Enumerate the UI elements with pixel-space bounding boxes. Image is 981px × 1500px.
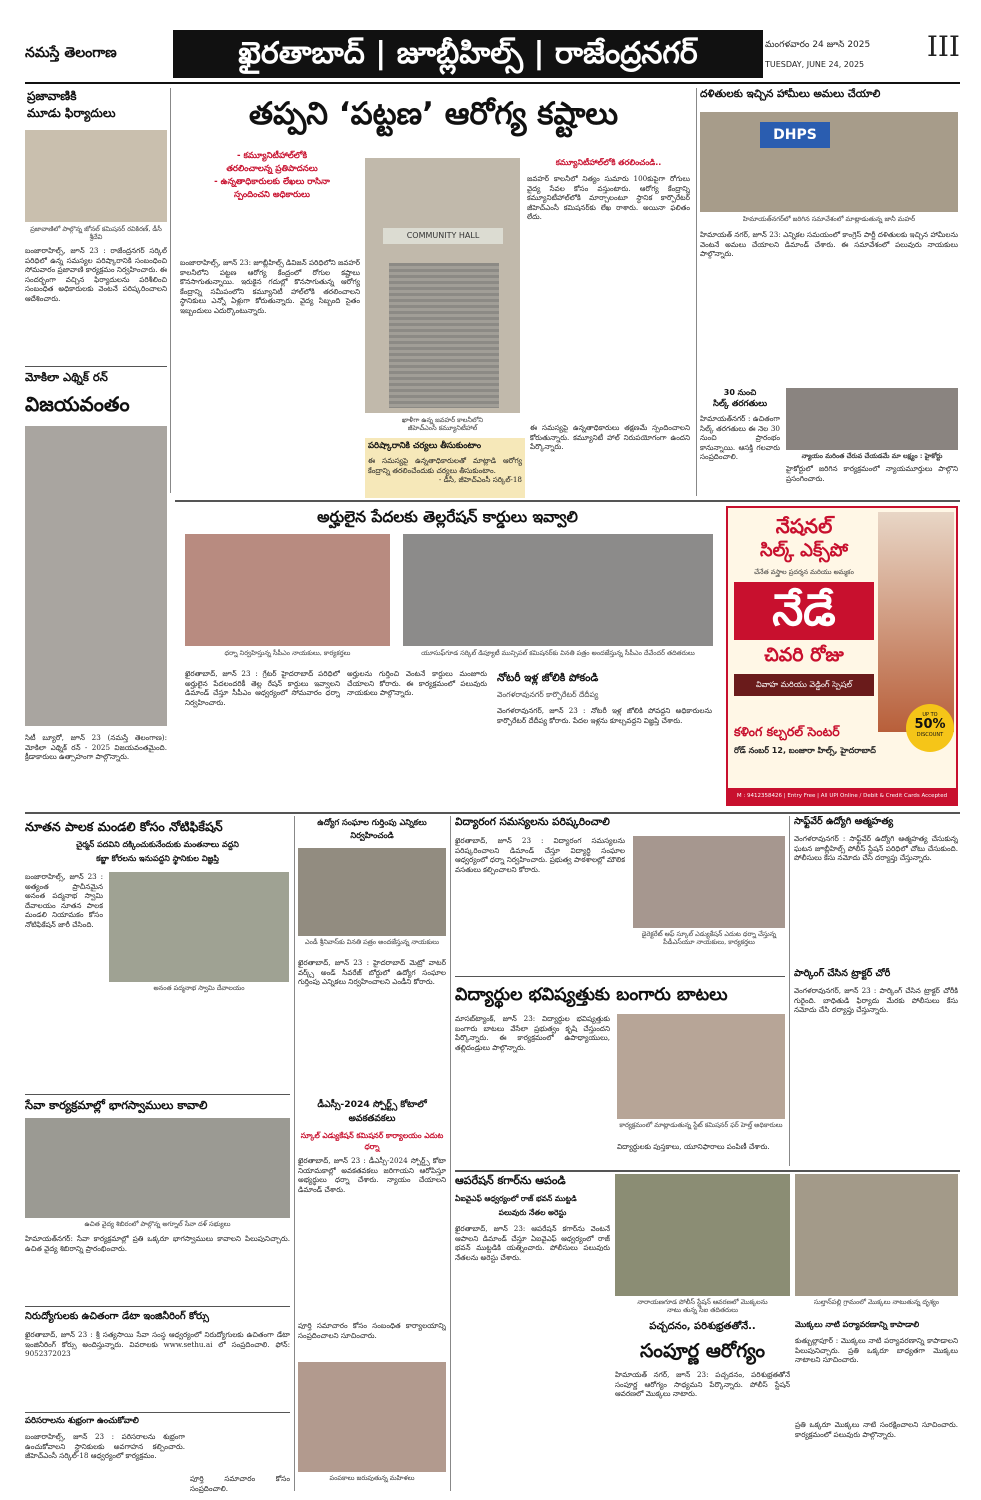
headline-ration-cards: అర్హులైన పేదలకు తెల్లరేషన్ కార్డులు ఇవ్వాలి [317,508,578,526]
caption-students-event: కార్యక్రమంలో మాట్లాడుతున్న స్టేట్ కమిషనర్ ఫర్ హెల్త్ అధికారులు [619,1121,783,1129]
article-notary: వెంగళరావునగర్, జూన్ 23 : నోటరీ ఇళ్ల జోలికి పోవద్దని అధికారులను కార్పొరేటర్ దేదీప్య కోరారు. పేదల ఇళ్లను కూల్చవద్దని విజ్ఞప్తి చేశారు. [497,706,712,725]
headline-vijayavantham: విజయవంతం [25,392,130,416]
article-seva: హిమాయత్‌నగర్: సేవా కార్యక్రమాల్లో ప్రతి ఒక్కరూ భాగస్వాములు కావాలని పిలుపునిచ్చారు. ఉచిత వైద్య శిబిరాన్ని ప్రారంభించారు. [25,1234,290,1253]
headline-complete-health: సంపూర్ణ ఆరోగ్యం [639,1340,766,1362]
headline-prajavani: ప్రజావాణికి మూడు ఫిర్యాదులు [27,89,116,120]
article-prajavani: బంజారాహిల్స్, జూన్ 23 : రాజేంద్రనగర్ సర్కిల్ పరిధిలో ఉన్న సమస్యల పరిష్కారానికి సంబంధించి సోమవారం ప్రజావాణి కార్యక్రమం నిర్వహించారు. ఈ సందర్భంగా వచ్చిన ఫిర్యాదులను పరిశీలించి సంబంధిత అధికారులకు వెంటనే పరిష్కరించాలని ఆదేశించారు. [25,246,167,303]
ad-model-photo [878,512,954,732]
date-telugu: మంగళవారం 24 జూన్ 2025 [765,40,871,50]
headline-dalit-promises: దళితులకు ఇచ్చిన హామీలు అమలు చేయాలి [700,88,881,100]
ad-title-national: నేషనల్ [775,514,833,538]
caption-dhps: హిమాయత్‌నగర్‌లో జరిగిన సమావేశంలో మాట్లాడుతున్న జానీ మహర్ [742,215,916,223]
headline-union-elections: ఉద్యోగ సంఘాల గుర్తింపు ఎన్నికలు నిర్వహించండి [317,817,427,840]
article-union-elections: ఖైరతాబాద్, జూన్ 23 : హైదరాబాద్ మెట్రో వాటర్ వర్క్స్ అండ్ సీవరేజ్ బోర్డులో ఉద్యోగ సంఘాల గుర్తింపు ఎన్నికలు నిర్వహించాలని ఎండీని కోరారు. [298,958,446,987]
bottom-stories [455,1174,960,1494]
lead-sidebar-box: పరిష్కారానికి చర్యలు తీసుకుంటాం ఈ సమస్యపై ఉన్నతాధికారులతో మాట్లాడి ఆరోగ్య కేంద్రాన్ని తరలించేందుకు చర్యలు తీసుకుంటాం. - డీసీ, జీహెచ్‌ఎంసీ సర్కిల్-18 [365,438,525,498]
caption-police-planting: నారాయణగూడ పోలీస్ స్టేషన్ ఆవరణలో మొక్కలను నాటు తున్న సీఐ తదితరులు [637,1298,768,1314]
article-operation-kagar: ఖైరతాబాద్, జూన్ 23: ఆపరేషన్ కగార్‌ను వెంటనే ఆపాలని డిమాండ్ చేస్తూ ఏఐవైఎఫ్ ఆధ్వర్యంలో రాజ్ భవన్ ముట్టడికి యత్నించారు. పోలీసులు పలువురు నేతలను అరెస్టు చేశారు. [455,1224,610,1262]
article-center-footer: పూర్తి సమాచారం కోసం సంబంధిత కార్యాలయాన్ని సంప్రదించాలని సూచించారు. [298,1321,446,1340]
subhead-kagar-2: పలువురు నేతల అరెస్టు [498,1208,567,1217]
caption-high-court: న్యాయం మరింత చేరువ చేయడమే మా లక్ష్యం : హైకోర్టు [801,452,943,460]
subhead-temple-1: చైర్మన్ పదవిని దక్కించుకునేందుకు మంతనాలు వద్దని [76,840,239,849]
photo-seva-camp [25,1118,290,1218]
lead-story [175,88,692,498]
article-students-future: మాసబ్‌ట్యాంక్, జూన్ 23: విద్యార్థుల భవిష్యత్తుకు బంగారు బాటలు వేసేలా ప్రభుత్వం కృషి చేస్తుందని పేర్కొన్నారు. ఈ కార్యక్రమంలో ఉపాధ్యాయులు, తల్లిదండ్రులు పాల్గొన్నారు. [455,1014,610,1052]
article-students-extra: విద్యార్థులకు పుస్తకాలు, యూనిఫారాలు పంపిణీ చేశారు. [617,1142,770,1151]
headline-dsc-sports: డీఎస్సీ-2024 స్పోర్ట్స్ కోటాలో అవకతవకలు [317,1099,427,1124]
article-dalit-promises: హిమాయత్ నగర్, జూన్ 23: ఎన్నికల సమయంలో కాంగ్రెస్ పార్టీ దళితులకు ఇచ్చిన హామీలను వెంటనే అమలు చేయాలని డిమాండ్ చేశారు. ఈ సమావేశంలో పలువురు నాయకులు పాల్గొన్నారు. [700,230,958,259]
article-cleanliness: బంజారాహిల్స్, జూన్ 23 : పరిసరాలను శుభ్రంగా ఉంచుకోవాలని స్థానికులకు అవగాహన కల్పించారు. జీహెచ్‌ఎంసీ సర్కిల్-18 ఆధ్వర్యంలో కార్యక్రమం. [25,1432,185,1461]
dhps-banner: DHPS [760,122,830,148]
headline-tractor-theft: పార్కింగ్ చేసిన ట్రాక్టర్ చోరీ [794,968,891,979]
caption-women-distribution: పంపకాలు జరుపుతున్న మహిళలు [329,1474,415,1482]
headline-software-suicide: సాఫ్ట్‌వేర్ ఉద్యోగి ఆత్మహత్య [794,816,894,827]
brand-name: నమస్తే తెలంగాణ [25,45,117,61]
right-top-section [700,88,958,498]
photo-temple [109,872,289,982]
caption-cpm-dharna: ధర్నా నిర్వహిస్తున్న సీపీఎం నాయకులు, కార్యకర్తలు [224,649,351,657]
lead-headline: తప్పని ‘పట్టణ’ ఆరోగ్య కష్టాలు [248,96,619,132]
article-ration-2: అర్హులను గుర్తించి వెంటనే కార్డులు మంజూరు చేయాలని కోరారు. ఈ కార్యక్రమంలో పలువురు నాయకులు పాల్గొన్నారు. [347,669,487,698]
headline-plant-trees: మొక్కలు నాటి పర్యావరణాన్ని కాపాడాలి [795,1320,920,1329]
caption-edu-dharna: డైరెక్టరేట్ ఆఫ్ స్కూల్ ఎడ్యుకేషన్ ఎదుట ధర్నా చేస్తున్న పీడీఎస్‌యూ నాయకులు, కార్యకర్తలు [641,930,777,946]
lead-kickers: - కమ్యూనిటీహాల్‌లోకి తరలించాలన్న ప్రతిపాదనలు - ఉన్నతాధికారులకు లేఖలు రాసినా స్పందించని అధికారులు [214,151,330,200]
ad-subtitle: చేనేత వస్త్రాల ప్రదర్శన మరియు అమ్మకం [754,568,854,576]
article-edu-problems: ఖైరతాబాద్, జూన్ 23 : విద్యారంగ సమస్యలను పరిష్కరించాలని డిమాండ్ చేస్తూ విద్యార్థి సంఘాల ఆధ్వర్యంలో ధర్నా నిర్వహించారు. ప్రభుత్వ పాఠశాలల్లో మౌలిక వసతులు కల్పించాలని కోరారు. [455,836,625,874]
silk-class-story: 30 నుంచి సిల్క్ తరగతులు హిమాయత్‌నగర్ : ఉచితంగా సిల్క్ తరగతులు ఈ నెల 30 నుంచి ప్రారంభం కానున్నాయి. ఆసక్తి గలవారు సంప్రదించాలి. [700,388,780,462]
headline-greenery: పచ్చదనం, పరిశుభ్రతతోనే.. [649,1321,756,1332]
ad-address: రోడ్ నంబర్ 12, బంజారా హిల్స్, హైదరాబాద్ [734,746,876,755]
article-high-court: హైకోర్టులో జరిగిన కార్యక్రమంలో న్యాయమూర్తులు పాల్గొని ప్రసంగించారు. [786,464,958,483]
headline-mokila-run: మోకిలా ఎథ్నిక్ రన్ [25,370,108,384]
headline-operation-kagar: ఆపరేషన్ కగార్‌ను ఆపండి [455,1174,566,1187]
photo-cpm-dharna [185,534,390,646]
date-english: TUESDAY, JUNE 24, 2025 [765,60,865,69]
hall-shutter [389,263,499,408]
ration-card-story [175,504,720,809]
headline-data-course: నిరుద్యోగులకు ఉచితంగా డేటా ఇంజినీరింగ్ కోర్సు [25,1311,209,1322]
headline-edu-problems: విద్యారంగ సమస్యలను పరిష్కరించాలి [455,816,610,828]
subhead-kagar-1: ఏఐవైఎఫ్ ఆధ్వర్యంలో రాజ్ భవన్ ముట్టడి [455,1194,577,1203]
subhead-dsc: స్కూల్ ఎడ్యుకేషన్ కమిషనర్ కార్యాలయం ఎదుట ధర్నా [300,1131,444,1151]
article-data-course: ఖైరతాబాద్, జూన్ 23 : శ్రీ సత్యసాయి సేవా సంస్థ ఆధ్వర్యంలో నిరుద్యోగులకు ఉచితంగా డేటా ఇంజినీరింగ్ కోర్సు అందిస్తున్నారు. వివరాలకు www.sethu.ai లో సంప్రదించాలి. ఫోన్: 9052372023 [25,1330,290,1359]
photo-dhps-meeting [700,112,958,212]
photo-edu-dharna [633,836,785,928]
caption-temple: అనంత పద్మనాభ స్వామి దేవాలయం [153,984,245,992]
region-title: ఖైరతాబాద్ | జూబ్లీహిల్స్ | రాజేంద్రనగర్ [173,30,763,78]
subhead-notary: వెంగళరావునగర్ కార్పొరేటర్ దేదీప్య [497,690,599,699]
article-tractor-theft: వెంగళరావునగర్, జూన్ 23 : పార్కింగ్ చేసిన ట్రాక్టర్ చోరీకి గురైంది. బాధితుడి ఫిర్యాదు మేరకు పోలీసులు కేసు నమోదు చేసి దర్యాప్తు చేస్తున్నారు. [794,986,958,1015]
masthead [25,28,960,80]
article-greenery: హిమాయత్ నగర్, జూన్ 23: పచ్చదనం, పరిశుభ్రతతోనే సంపూర్ణ ఆరోగ్యం సాధ్యమని పేర్కొన్నారు. పోలీస్ స్టేషన్ ఆవరణలో మొక్కలు నాటారు. [615,1370,790,1399]
lead-article-c: ఈ సమస్యపై ఉన్నతాధికారులు తక్షణమే స్పందించాలని కోరుతున్నారు. కమ్యూనిటీ హాల్ నిరుపయోగంగా ఉందని పేర్కొన్నారు. [530,423,690,452]
hall-sign: COMMUNITY HALL [383,228,503,244]
caption-petition: యూసుఫ్‌గూడ సర్కిల్ డిప్యూటీ మున్సిపల్ కమిషనర్‌కు వినతి పత్రం అందజేస్తున్న సీపీఎం దేవేందర్ తదితరులు [421,649,695,657]
caption-union-petition: ఎండీ శ్రీనివాస్‌కు వినతి పత్రం అందజేస్తున్న నాయకులు [304,938,439,946]
article-dsc: ఖైరతాబాద్, జూన్ 23 : డీఎస్సీ-2024 స్పోర్ట్స్ కోటా నియామకాల్లో అవకతవకలు జరిగాయని ఆరోపిస్తూ అభ్యర్థులు ధర్నా చేశారు. న్యాయం చేయాలని డిమాండ్ చేశారు. [298,1156,446,1194]
education-stories [455,816,785,1166]
headline-cleanliness: పరిసరాలను శుభ్రంగా ఉంచుకోవాలి [25,1416,139,1426]
lead-kicker-shift: కమ్యూనిటీహాల్‌లోకి తరలించండి.. [555,158,662,167]
photo-community-hall [365,158,520,413]
headline-notary-houses: నోటరీ ఇళ్ల జోలికి పోకండి [497,672,599,684]
article-ration-1: ఖైరతాబాద్, జూన్ 23 : గ్రేటర్ హైదరాబాద్ పరిధిలో అర్హులైన పేదలందరికీ తెల్ల రేషన్ కార్డులు ఇవ్వాలని డిమాండ్ చేస్తూ సీపీఎం ఆధ్వర్యంలో సోమవారం ధర్నా నిర్వహించారు. [185,669,340,707]
photo-students-event [617,1014,785,1119]
article-women-distribution: పూర్తి సమాచారం కోసం సంప్రదించాలి. [190,1474,290,1493]
headline-seva: సేవా కార్యక్రమాల్లో భాగస్వాములు కావాలి [25,1098,208,1112]
article-planting-extra: ప్రతి ఒక్కరూ మొక్కలు నాటి సంరక్షించాలని సూచించారు. కార్యక్రమంలో పలువురు పాల్గొన్నారు. [795,1420,958,1439]
lead-article-b: జవహర్ కాలనీలో నిత్యం సుమారు 100కుపైగా రోగులు వైద్య సేవల కోసం వస్తుంటారు. ఆరోగ్య కేంద్రాన్ని కమ్యూనిటీహాల్‌లోకి మార్చాలంటూ స్థానిక కార్పొరేటర్ జీహెచ్‌ఎంసీ కమిషనర్‌కు లేఖ రాశారు. అయినా ఫలితం లేదు. [527,174,690,222]
page-number: III [926,30,960,63]
ad-venue: కళింగ కల్చరల్ సెంటర్ [734,724,840,739]
photo-village-planting [795,1174,958,1296]
caption-seva-camp: ఉచిత వైద్య శిబిరంలో పాల్గొన్న అగ్నూల్ సేవా దళ్ సభ్యులు [84,1220,231,1228]
caption-community-hall: ఖాళీగా ఉన్న జవహర్ కాలనీలోని జీహెచ్‌ఎంసీ కమ్యూనిటీహాల్ [401,416,484,432]
subhead-temple-2: కబ్జా కోరలను ఇనుపద్దని స్థానికుల విజ్ఞప్తి [96,854,219,863]
photo-high-court [786,388,958,450]
article-temple-a: బంజారాహిల్స్, జూన్ 23 : అత్యంత ప్రాచీనమైన అనంత పద్మనాభ స్వామి దేవాలయం నూతన పాలక మండలి నియామకం కోసం నోటిఫికేషన్ జారీ చేసింది. [25,872,103,929]
ad-footer: M : 9412358426 | Entry Free | All UPI Online / Debit & Credit Cards Accepted [728,788,956,804]
ad-discount-badge: UP TO 50% DISCOUNT [906,704,954,752]
ad-title-silk-expo: సిల్క్ ఎక్స్‌పో [760,540,848,561]
headline-temple-notification: నూతన పాలక మండలి కోసం నోటిఫికేషన్ [25,819,223,834]
photo-petition [403,534,713,646]
silk-expo-advertisement [726,506,958,806]
crime-column [794,816,958,1166]
photo-prajavani [25,130,167,222]
ad-today: నేడే [734,582,874,640]
ad-wedding: వివాహ మరియు వెడ్డింగ్ స్పెషల్ [734,674,874,696]
article-software-suicide: వెంగళరావునగర్ : సాఫ్ట్‌వేర్ ఉద్యోగి ఆత్మహత్య చేసుకున్న ఘటన జూబ్లీహిల్స్ పోలీస్ స్టేషన్ పరిధిలో చోటు చేసుకుంది. పోలీసులు కేసు నమోదు చేసి దర్యాప్తు చేస్తున్నారు. [794,834,958,863]
headline-students-future: విద్యార్థుల భవిష్యత్తుకు బంగారు బాటలు [455,985,728,1005]
photo-union-petition [298,848,446,936]
article-plant-trees: కుత్బుల్లాపూర్ : మొక్కలు నాటి పర్యావరణాన్ని కాపాడాలని పిలుపునిచ్చారు. ప్రతి ఒక్కరూ బాధ్యతగా మొక్కలు నాటాలని సూచించారు. [795,1336,958,1365]
ad-last-day: చివరి రోజు [764,644,844,666]
lead-article-a: బంజారాహిల్స్, జూన్ 23: జూబ్లీహిల్స్ డివిజన్ పరిధిలోని జవహర్ కాలనీలోని పట్టణ ఆరోగ్య కేంద్రంలో రోగుల కష్టాలు కొనసాగుతున్నాయి. ఇరుకైన గదుల్లో కొనసాగుతున్న ఆరోగ్య కేంద్రాన్ని సమీపంలోని కమ్యూనిటీ హాల్‌లోకి తరలించాలని స్థానికులు ఎన్నో ఏళ్లుగా కోరుతున్నారు. వైద్య సిబ్బంది సైతం ఇబ్బందులు ఎదుర్కొంటున్నారు. [180,258,360,315]
article-mokila-run: సిటీ బ్యూరో, జూన్ 23 (నమస్తే తెలంగాణ): మోకిలా ఎథ్నిక్ రన్ - 2025 విజయవంతమైంది. క్రీడాకారులు ఉత్సాహంగా పాల్గొన్నారు. [25,733,167,762]
caption-prajavani: ప్రజావాణిలో పాల్గొన్న జోనల్ కమిషనర్ రవికిరణ్, డీసీ శ్రీదేవి [30,225,162,241]
photo-women-distribution [298,1362,446,1472]
caption-village-planting: సుల్తాన్‌పల్లి గ్రామంలో మొక్కలు నాటుతున్న దృశ్యం [813,1298,940,1306]
photo-mokila-run [25,426,167,726]
photo-police-planting [615,1174,790,1296]
temple-story [25,816,290,1500]
